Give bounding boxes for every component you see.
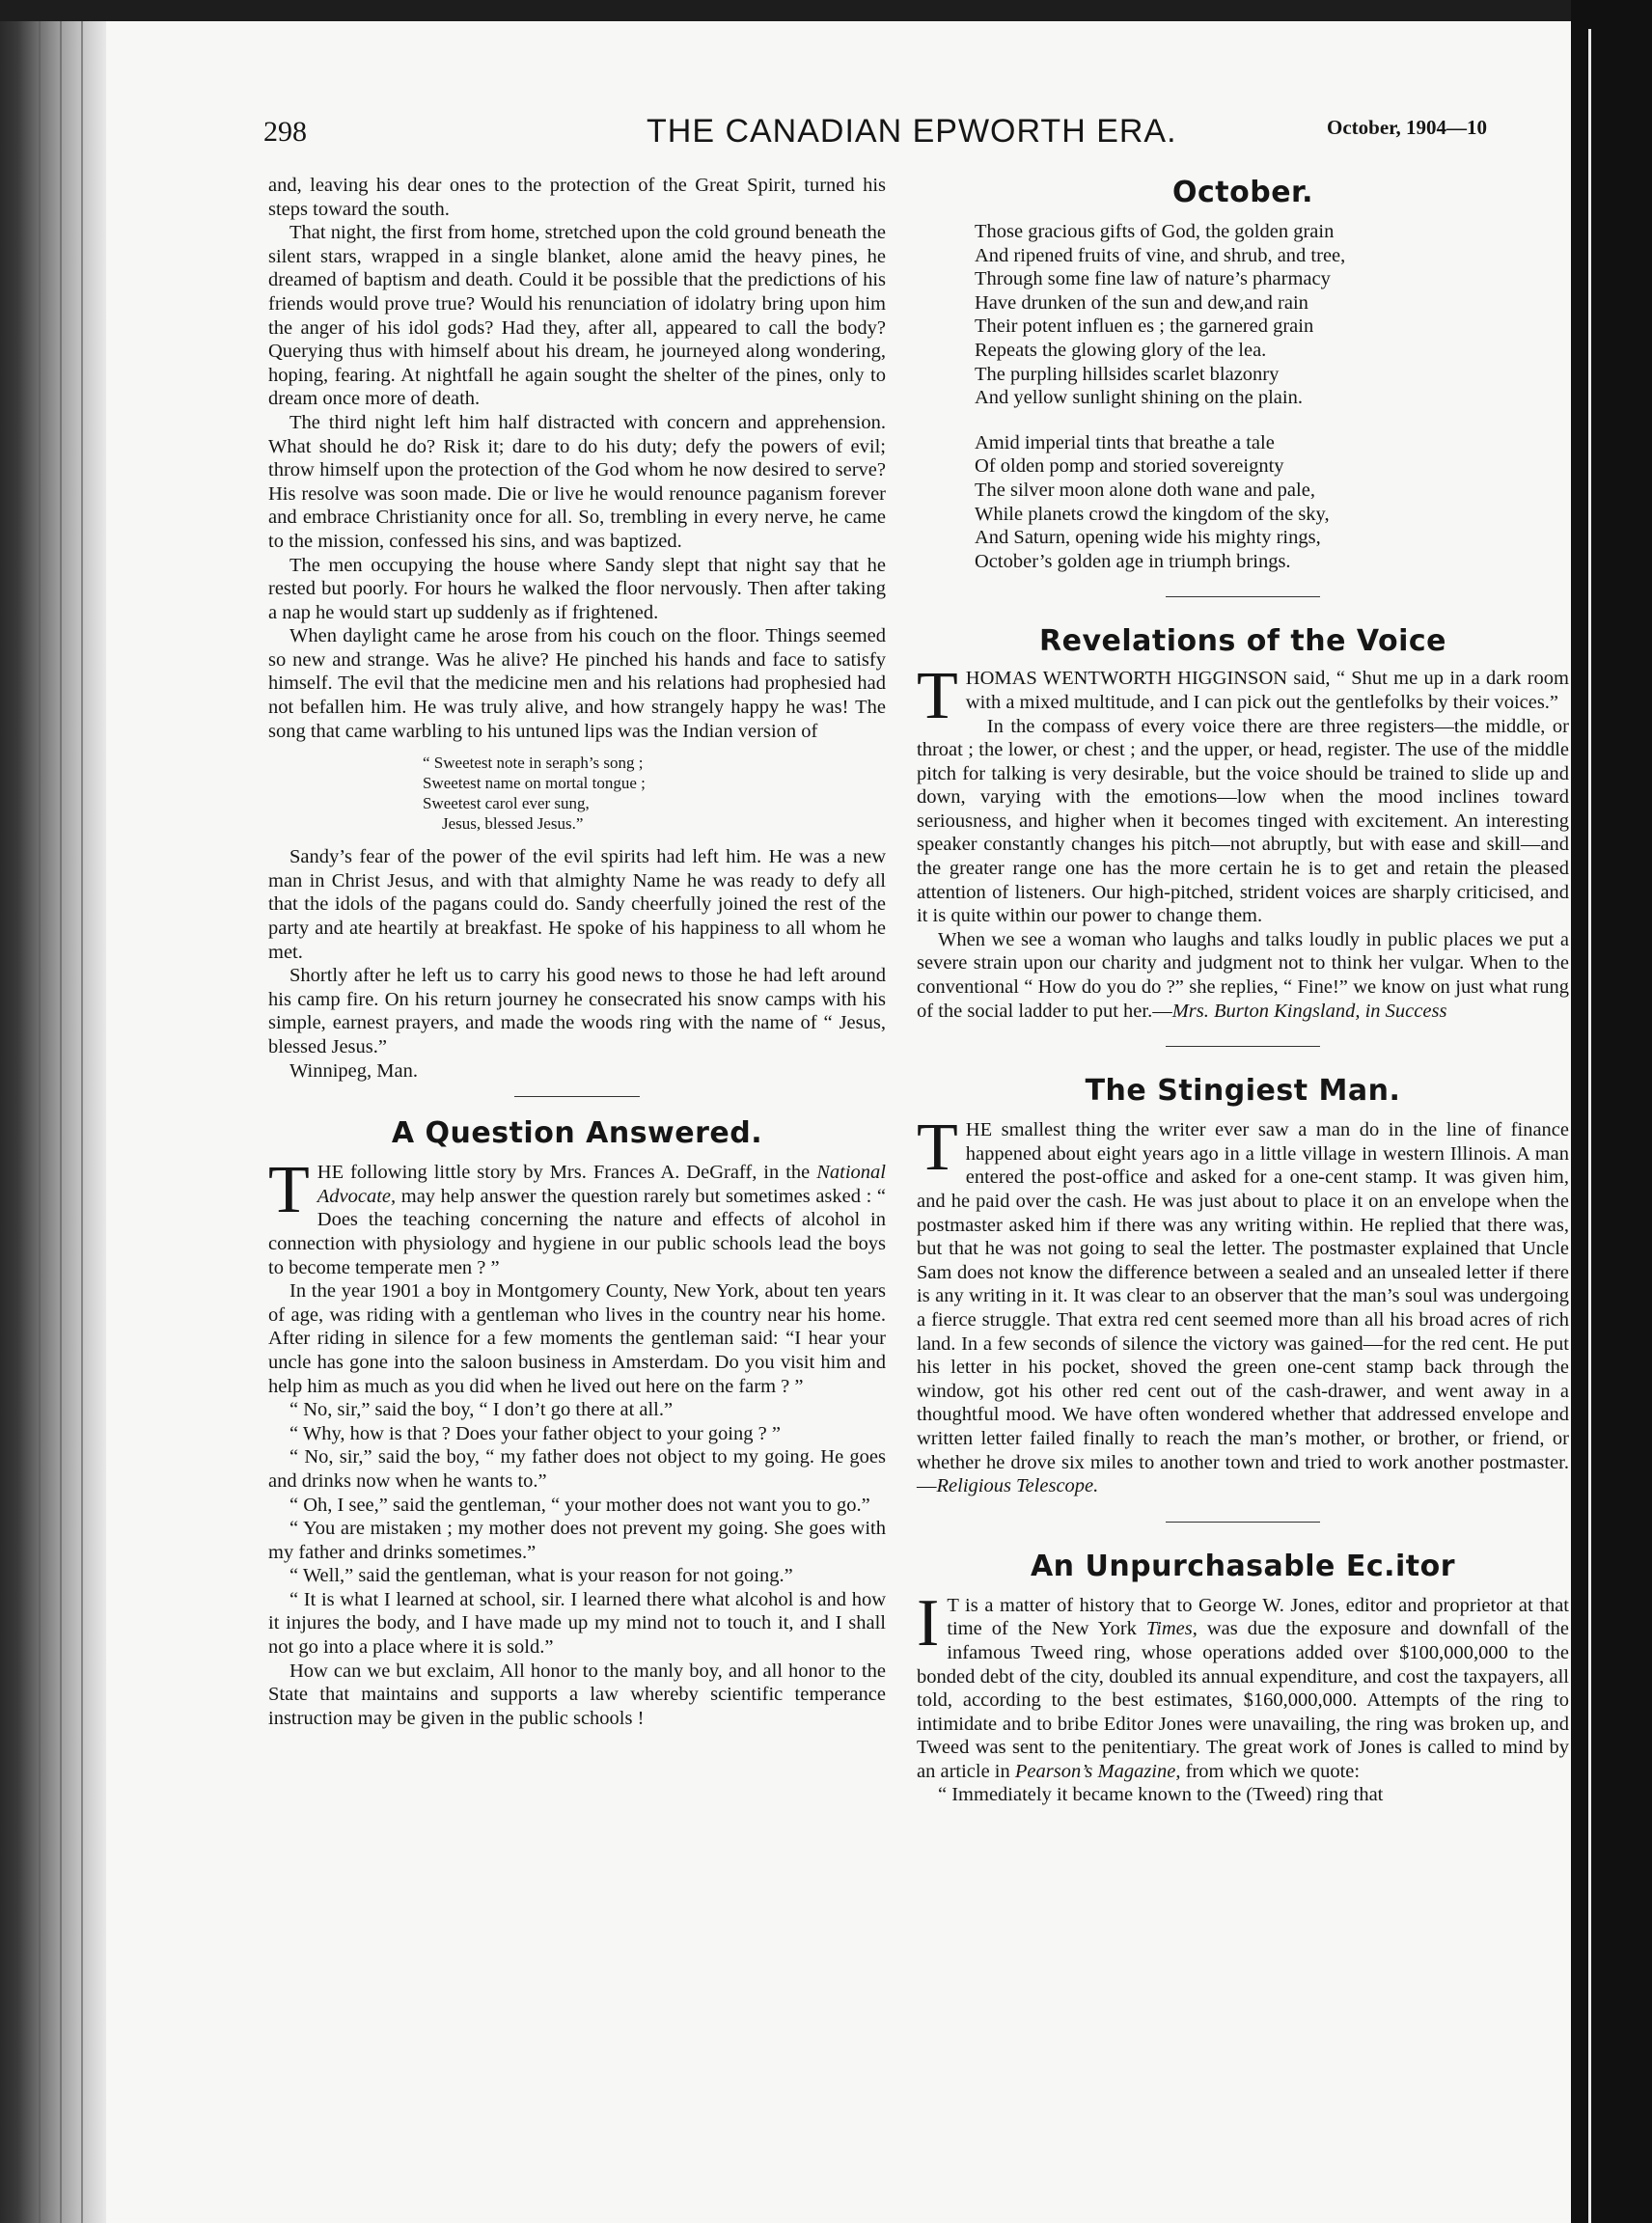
left-column bbox=[268, 174, 886, 1730]
poem-line: Repeats the glowing glory of the lea. bbox=[975, 339, 1267, 361]
poem-october bbox=[975, 220, 1569, 573]
poem-line: Those gracious gifts of God, the golden grain bbox=[975, 221, 1335, 242]
article-title-voice: Revelations of the Voice bbox=[1039, 624, 1446, 659]
story-paragraph: Sandy’s fear of the power of the evil spirits had left him. He was a new man in Christ Jesus, and with that almighty Name he was ready to defy all that the idols of the pagans could do. Sandy cheerfully joined the rest of the party and ate heartily at breakfast. He spoke of his happiness to all whom he met. bbox=[268, 846, 886, 963]
article-paragraph: “ Oh, I see,” said the gentleman, “ your mother does not want you to go.” bbox=[289, 1494, 870, 1516]
drop-cap: T bbox=[917, 1111, 958, 1186]
article-lead-paragraph: THE following little story by Mrs. Frances A. DeGraff, in the National Advocate, may help answer the question rarely but sometimes asked : “ Does the teaching concerning the nature and effects of alcohol in connection with physiology and hygiene in our public schools lead the boys to become temperate men ? ” bbox=[268, 1153, 886, 1278]
poem-line: And Saturn, opening wide his mighty rings, bbox=[975, 527, 1321, 549]
hymn-line: Jesus, blessed Jesus.” bbox=[442, 814, 584, 834]
article-title-question-answered: A Question Answered. bbox=[391, 1116, 763, 1151]
section-divider bbox=[1166, 1522, 1320, 1523]
poem-line: October’s golden age in triumph brings. bbox=[975, 550, 1291, 572]
article-credit: Mrs. Burton Kingsland, in Success bbox=[1171, 1000, 1447, 1022]
magazine-page bbox=[106, 21, 1571, 2223]
poem-line: Have drunken of the sun and dew,and rain bbox=[975, 291, 1308, 314]
section-divider bbox=[1166, 1046, 1320, 1047]
section-divider bbox=[514, 1096, 640, 1097]
story-paragraph: Shortly after he left us to carry his good news to those he had left around his camp fire. On his return journey he consecrated his snow camps with his simple, earnest prayers, and made the woods ring with the name of “ Jesus, blessed Jesus.” bbox=[268, 965, 886, 1057]
article-paragraph: “ No, sir,” said the boy, “ my father does not object to my going. He goes and drinks now when he wants to.” bbox=[268, 1446, 886, 1492]
story-paragraph: When daylight came he arose from his couch on the floor. Things seemed so new and strange. Was he alive? He pinched his hands and face to satisfy himself. The evil that the medicine men and his relations had prophesied had not befallen him. He was truly alive, and how strangely happy he was! The song that came warbling to his untuned lips was the Indian version of bbox=[268, 625, 886, 742]
article-paragraph: “ It is what I learned at school, sir. I learned there what alcohol is and how it injures the body, and I have made up my mind not to touch it, and I shall not go into a place where it is sold.” bbox=[268, 1588, 886, 1659]
article-paragraph: “ Immediately it became known to the (Tweed) ring that bbox=[938, 1784, 1384, 1806]
drop-cap: I bbox=[917, 1585, 940, 1660]
article-paragraph: “ No, sir,” said the boy, “ I don’t go there at all.” bbox=[289, 1399, 674, 1421]
poem-line: Through some fine law of nature’s pharmacy bbox=[975, 268, 1331, 290]
article-paragraph: “ Well,” said the gentleman, what is your reason for not going.” bbox=[289, 1565, 793, 1587]
article-title-stingiest-man: The Stingiest Man. bbox=[1085, 1074, 1401, 1109]
article-paragraph: When we see a woman who laughs and talks loudly in public places we put a severe strain upon our charity and judgment not to think her vulgar. When to the conventional “ How do you do ?” she replies, “ Fine!” we know on just what rung of the social ladder to put her.—Mrs. Burton Kingsland, in Success bbox=[917, 928, 1569, 1022]
hymn-line: Sweetest name on mortal tongue ; bbox=[423, 774, 646, 793]
hymn-line: “ Sweetest note in seraph’s song ; bbox=[423, 754, 644, 773]
article-lead-paragraph: I T is a matter of history that to George W. Jones, editor and proprietor at that time of the New York Times, was due the exposure and downfall of the infamous Tweed ring, whose operations added over $100,000,000 to the bonded debt of the city, doubled its annual expenditure, and cost the taxpayers, all told, according to the best estimates, $160,000,000. Attempts of the ring to intimidate and to bribe Editor Jones were unavailing, the ring was broken up, and Tweed was sent to the penitentiary. The great work of Jones is called to mind by an article in Pearson’s Magazine, from which we quote: bbox=[917, 1585, 1569, 1782]
poem-line: And yellow sunlight shining on the plain. bbox=[975, 387, 1303, 409]
poem-line: And ripened fruits of vine, and shrub, and tree, bbox=[975, 244, 1346, 266]
article-paragraph: In the compass of every voice there are three registers—the middle, or throat ; the lower, or chest ; and the upper, or head, register. The use of the middle pitch for talking is very desirable, but the voice should be trained to slide up and down, varying with the emotions—low when the mood inclines toward seriousness, and higher when it becomes tinged with excitement. An interesting speaker constantly changes his pitch—not abruptly, but with ease and skill—and the greater range one has the more certain he is to get and retain the pleased attention of listeners. Our high-pitched, strident voices are sharply criticised, and it is quite within our power to change them. bbox=[917, 715, 1569, 927]
poem-line: Their potent influen es ; the garnered grain bbox=[975, 316, 1314, 338]
article-paragraph: How can we but exclaim, All honor to the manly boy, and all honor to the State that maintains and supports a law whereby scientific temperance instruction may be given in the public schools ! bbox=[268, 1660, 886, 1729]
story-paragraph: That night, the first from home, stretched upon the cold ground beneath the silent stars, wrapped in a single blanket, alone amid the heavy pines, he dreamed of baptism and death. Could it be possible that the predictions of his friends would prove true? Would his renunciation of idolatry bring upon him the anger of his idol gods? Had they, after all, appeared to call the body? Querying thus with himself about his dream, he journeyed along wondering, hoping, fearing. At nightfall he again sought the shelter of the pines, only to dream once more of death. bbox=[268, 222, 886, 410]
scan-top-border bbox=[0, 0, 1652, 21]
page-header bbox=[106, 94, 1571, 150]
poem-title-october: October. bbox=[1172, 176, 1313, 209]
story-paragraph: The third night left him half distracted with concern and apprehension. What should he do? Risk it; dare to do his duty; defy the powers of evil; throw himself upon the protection of the God whom he now desired to serve? His resolve was soon made. Die or live he would renounce paganism forever and embrace Christianity once for all. So, trembling in every nerve, he came to the mission, confessed his sins, and was baptized. bbox=[268, 411, 886, 552]
poem-line: The silver moon alone doth wane and pale, bbox=[975, 479, 1315, 501]
publication-title: THE CANADIAN EPWORTH ERA. bbox=[647, 113, 1177, 150]
article-paragraph: In the year 1901 a boy in Montgomery County, New York, about ten years of age, was riding with a gentleman who lives in the country near his home. After riding in silence for a few moments the gentleman said: “I hear your uncle has gone into the saloon business in Amsterdam. Do you visit him and help him as much as you did when he lived out here on the farm ? ” bbox=[268, 1280, 886, 1397]
hymn-quote bbox=[423, 753, 886, 834]
scan-right-border bbox=[1571, 0, 1652, 2223]
issue-date: October, 1904—10 bbox=[1327, 116, 1488, 139]
right-column bbox=[917, 174, 1569, 1807]
article-lead-paragraph: THOMAS WENTWORTH HIGGINSON said, “ Shut me up in a dark room with a mixed multitude, and I can pick out the gentlefolks by their voices.” bbox=[917, 659, 1569, 734]
poem-line: While planets crowd the kingdom of the sky, bbox=[975, 503, 1330, 525]
article-credit: Religious Telescope. bbox=[936, 1475, 1099, 1497]
poem-line: The purpling hillsides scarlet blazonry bbox=[975, 363, 1280, 385]
story-paragraph: The men occupying the house where Sandy slept that night say that he rested but poorly. For hours he walked the floor nervously. Then after taking a nap he would start up suddenly as if frightened. bbox=[268, 554, 886, 623]
article-paragraph: “ You are mistaken ; my mother does not prevent my going. She goes with my father and drinks sometimes.” bbox=[268, 1518, 886, 1563]
drop-cap: T bbox=[917, 659, 958, 734]
story-location: Winnipeg, Man. bbox=[289, 1059, 418, 1082]
poem-line: Of olden pomp and storied sovereignty bbox=[975, 455, 1284, 478]
book-spine-edge bbox=[0, 21, 106, 2223]
story-paragraph: and, leaving his dear ones to the protection of the Great Spirit, turned his steps toward the south. bbox=[268, 175, 886, 220]
article-title-unpurchasable-editor: An Unpurchasable Ec.itor bbox=[1030, 1549, 1456, 1583]
article-lead-paragraph: THE smallest thing the writer ever saw a man do in the line of finance happened about eight years ago in a little village in western Illinois. A man entered the post-office and asked for a one-cent stamp. It was given him, and he paid over the cash. He was just about to place it on an envelope when the postmaster asked him if there was any writing within. He replied that there was, but that he was not going to seal the letter. The postmaster explained that Uncle Sam does not know the difference between a sealed and an unsealed letter if there is any writing in it. It was clear to an observer that the man’s soul was undergoing a fierce struggle. That extra red cent seemed more than all his broad acres of rich land. In a few seconds of silence the victory was gained—for the red cent. He put his letter in his pocket, shoved the green one-cent stamp back through the window, got his other red cent out of the cash-drawer, and went away in a thoughtful mood. We have often wondered whether that addressed envelope and written letter failed finally to reach the man’s mother, or brother, or friend, or whether he drove six miles to another town and tried to work another postmaster.—Religious Telescope. bbox=[917, 1111, 1569, 1497]
drop-cap: T bbox=[268, 1153, 310, 1228]
page-number: 298 bbox=[263, 116, 307, 148]
poem-line: Amid imperial tints that breathe a tale bbox=[975, 431, 1275, 453]
hymn-line: Sweetest carol ever sung, bbox=[423, 794, 590, 813]
section-divider bbox=[1166, 596, 1320, 597]
article-paragraph: “ Why, how is that ? Does your father object to your going ? ” bbox=[289, 1422, 781, 1444]
